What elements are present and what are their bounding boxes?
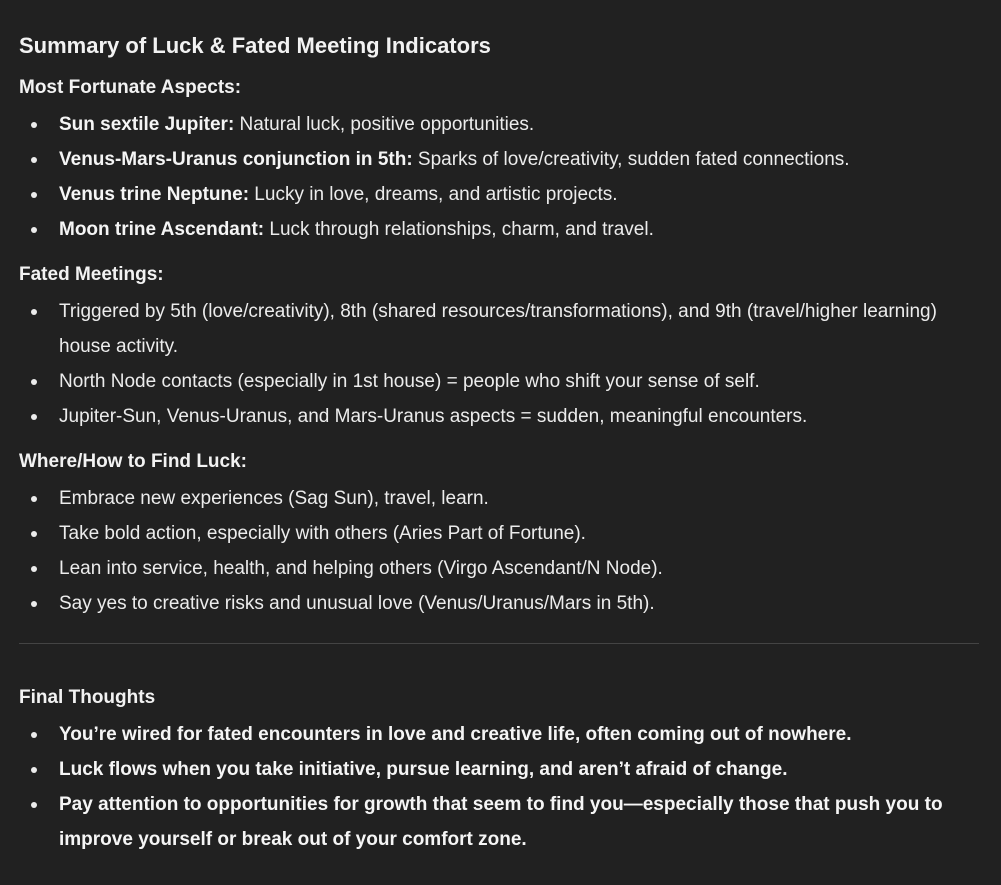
message-content — [19, 28, 979, 857]
fated-meetings-heading: Fated Meetings: — [19, 264, 164, 285]
list-item: Pay attention to opportunities for growth that seem to find you—especially those that push you to improve yourself or break out of your comfort zone. — [19, 787, 979, 857]
aspect-text: Sparks of love/creativity, sudden fated connections. — [412, 149, 850, 170]
section-divider — [19, 643, 979, 644]
list-item: Say yes to creative risks and unusual love (Venus/Uranus/Mars in 5th). — [19, 586, 979, 621]
aspect-text: Luck through relationships, charm, and travel. — [264, 219, 654, 240]
list-item: Triggered by 5th (love/creativity), 8th (shared resources/transformations), and 9th (travel/higher learning) house activity. — [19, 294, 979, 364]
list-item — [19, 107, 979, 142]
aspect-text: Lucky in love, dreams, and artistic projects. — [249, 184, 618, 205]
list-item: Embrace new experiences (Sag Sun), travel, learn. — [19, 481, 979, 516]
list-item: North Node contacts (especially in 1st house) = people who shift your sense of self. — [19, 364, 979, 399]
list-item: Luck flows when you take initiative, pursue learning, and aren’t afraid of change. — [19, 752, 979, 787]
list-item: Jupiter-Sun, Venus-Uranus, and Mars-Uranus aspects = sudden, meaningful encounters. — [19, 399, 979, 434]
final-thoughts-list — [19, 717, 979, 857]
list-item: Take bold action, especially with others (Aries Part of Fortune). — [19, 516, 979, 551]
where-to-find-luck-heading: Where/How to Find Luck: — [19, 451, 247, 472]
list-item: Lean into service, health, and helping others (Virgo Ascendant/N Node). — [19, 551, 979, 586]
list-item — [19, 142, 979, 177]
fortunate-aspects-heading: Most Fortunate Aspects: — [19, 77, 242, 98]
summary-title: Summary of Luck & Fated Meeting Indicators — [19, 33, 491, 58]
aspect-label: Venus trine Neptune: — [59, 184, 250, 205]
fated-meetings-list — [19, 294, 979, 434]
aspect-text: Natural luck, positive opportunities. — [234, 114, 535, 135]
final-thoughts-heading: Final Thoughts — [19, 687, 156, 708]
list-item: You’re wired for fated encounters in love and creative life, often coming out of nowhere. — [19, 717, 979, 752]
aspect-label: Moon trine Ascendant: — [59, 219, 265, 240]
list-item — [19, 212, 979, 247]
fortunate-aspects-list — [19, 107, 979, 247]
aspect-label: Sun sextile Jupiter: — [59, 114, 235, 135]
aspect-label: Venus-Mars-Uranus conjunction in 5th: — [59, 149, 413, 170]
where-to-find-luck-list — [19, 481, 979, 621]
list-item — [19, 177, 979, 212]
